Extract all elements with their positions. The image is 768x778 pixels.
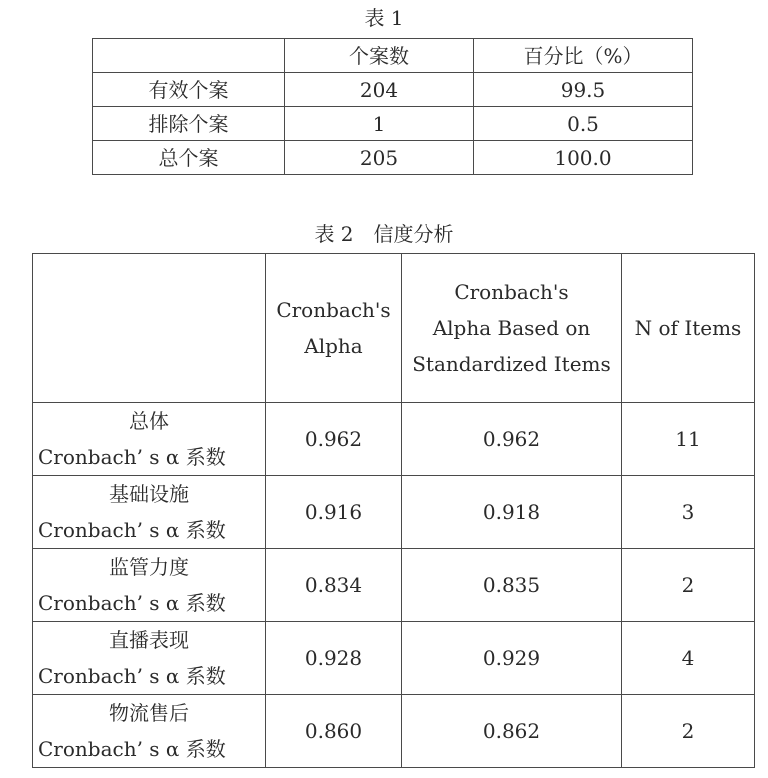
header-cell: 个案数	[285, 39, 474, 73]
table-header-row	[33, 254, 755, 403]
table1-caption: 表 1	[364, 6, 404, 30]
header-cell-alpha	[266, 254, 402, 403]
header-cell-std-alpha	[402, 254, 622, 403]
row-sublabel: Cronbach’ s α 系数	[38, 737, 226, 761]
row-label-cell: 有效个案	[93, 73, 285, 107]
table-cell: 100.0	[474, 141, 693, 175]
table-row	[33, 476, 755, 549]
n-items-cell: 3	[622, 476, 755, 549]
header-cell	[93, 39, 285, 73]
row-label-cell	[33, 549, 266, 622]
row-label: 总体	[129, 409, 169, 433]
header-line: Alpha	[304, 334, 363, 358]
header-cell-empty	[33, 254, 266, 403]
table-row	[93, 73, 693, 107]
header-line: Standardized Items	[412, 352, 611, 376]
std-alpha-cell: 0.862	[402, 695, 622, 768]
alpha-cell: 0.962	[266, 403, 402, 476]
n-items-cell: 11	[622, 403, 755, 476]
row-label-cell: 总个案	[93, 141, 285, 175]
row-label-cell	[33, 695, 266, 768]
row-sublabel: Cronbach’ s α 系数	[38, 591, 226, 615]
std-alpha-cell: 0.929	[402, 622, 622, 695]
std-alpha-cell: 0.918	[402, 476, 622, 549]
std-alpha-cell: 0.962	[402, 403, 622, 476]
alpha-cell: 0.928	[266, 622, 402, 695]
std-alpha-cell: 0.835	[402, 549, 622, 622]
row-label: 物流售后	[109, 701, 189, 725]
header-cell: 百分比（%）	[474, 39, 693, 73]
header-line: Cronbach's	[276, 298, 391, 322]
case-summary-table	[92, 38, 693, 175]
header-line: Alpha Based on	[432, 316, 591, 340]
table-row	[33, 403, 755, 476]
header-line: Cronbach's	[454, 280, 569, 304]
row-label: 基础设施	[109, 482, 189, 506]
row-sublabel: Cronbach’ s α 系数	[38, 518, 226, 542]
n-items-cell: 4	[622, 622, 755, 695]
table-cell: 204	[285, 73, 474, 107]
table-cell: 99.5	[474, 73, 693, 107]
row-label: 直播表现	[109, 628, 189, 652]
table-row	[93, 107, 693, 141]
row-label-cell	[33, 622, 266, 695]
row-label: 监管力度	[109, 555, 189, 579]
table-row	[33, 549, 755, 622]
table-cell: 1	[285, 107, 474, 141]
reliability-analysis-table	[32, 253, 755, 768]
table-row	[93, 141, 693, 175]
table-cell: 0.5	[474, 107, 693, 141]
row-sublabel: Cronbach’ s α 系数	[38, 664, 226, 688]
table2-caption: 表 2 信度分析	[314, 222, 454, 246]
header-cell-n-items	[622, 254, 755, 403]
n-items-cell: 2	[622, 695, 755, 768]
alpha-cell: 0.834	[266, 549, 402, 622]
row-label-cell	[33, 403, 266, 476]
table-cell: 205	[285, 141, 474, 175]
alpha-cell: 0.860	[266, 695, 402, 768]
table-header-row	[93, 39, 693, 73]
row-label-cell	[33, 476, 266, 549]
header-line: N of Items	[634, 316, 742, 340]
table-row	[33, 695, 755, 768]
table-row	[33, 622, 755, 695]
alpha-cell: 0.916	[266, 476, 402, 549]
row-sublabel: Cronbach’ s α 系数	[38, 445, 226, 469]
row-label-cell: 排除个案	[93, 107, 285, 141]
n-items-cell: 2	[622, 549, 755, 622]
